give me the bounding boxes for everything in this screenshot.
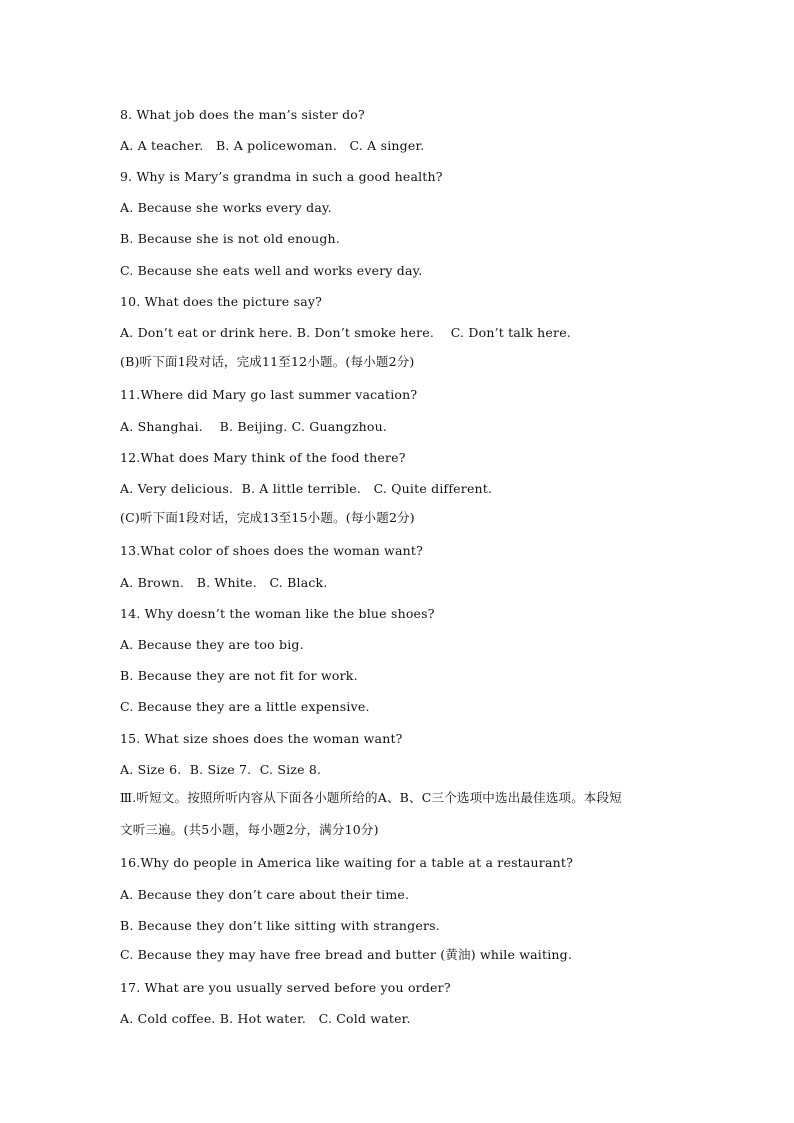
- question-13: 13.What color of shoes does the woman want?: [120, 543, 423, 558]
- question-14: 14. Why doesn’t the woman like the blue shoes?: [120, 606, 435, 621]
- part-3-instruction-line-2: 文听三遍。(共5小题，每小题2分，满分10分): [120, 822, 379, 837]
- question-12-options: A. Very delicious. B. A little terrible. C. Quite different.: [120, 481, 493, 496]
- question-8-options: A. A teacher. B. A policewoman. C. A singer.: [120, 138, 425, 153]
- question-9-option-c: C. Because she eats well and works every day.: [120, 263, 423, 278]
- question-9-option-b: B. Because she is not old enough.: [120, 231, 340, 246]
- question-11-options: A. Shanghai. B. Beijing. C. Guangzhou.: [120, 419, 388, 434]
- question-14-option-a: A. Because they are too big.: [120, 637, 304, 652]
- question-16-option-a: A. Because they don’t care about their time.: [120, 887, 410, 902]
- question-12: 12.What does Mary think of the food there?: [120, 450, 406, 465]
- section-c-instruction: (C)听下面1段对话，完成13至15小题。(每小题2分): [120, 510, 415, 525]
- question-16: 16.Why do people in America like waiting for a table at a restaurant?: [120, 855, 574, 870]
- section-b-instruction: (B)听下面1段对话，完成11至12小题。(每小题2分): [120, 354, 415, 369]
- question-11: 11.Where did Mary go last summer vacation?: [120, 387, 418, 402]
- question-14-option-b: B. Because they are not fit for work.: [120, 668, 358, 683]
- question-15: 15. What size shoes does the woman want?: [120, 731, 403, 746]
- question-8: 8. What job does the man’s sister do?: [120, 107, 365, 122]
- question-17-options: A. Cold coffee. B. Hot water. C. Cold water.: [120, 1011, 411, 1026]
- question-9-option-a: A. Because she works every day.: [120, 200, 332, 215]
- question-16-option-b: B. Because they don’t like sitting with strangers.: [120, 918, 440, 933]
- question-13-options: A. Brown. B. White. C. Black.: [120, 575, 328, 590]
- question-16-option-c: C. Because they may have free bread and butter (黄油) while waiting.: [120, 947, 573, 962]
- question-10-options: A. Don’t eat or drink here. B. Don’t smoke here. C. Don’t talk here.: [120, 325, 571, 340]
- question-10: 10. What does the picture say?: [120, 294, 323, 309]
- question-14-option-c: C. Because they are a little expensive.: [120, 699, 370, 714]
- part-3-instruction-line-1: Ⅲ.听短文。按照所听内容从下面各小题所给的A、B、C三个选项中选出最佳选项。本段短: [120, 790, 623, 805]
- question-15-options: A. Size 6. B. Size 7. C. Size 8.: [120, 762, 322, 777]
- question-17: 17. What are you usually served before you order?: [120, 980, 451, 995]
- question-9: 9. Why is Mary’s grandma in such a good health?: [120, 169, 443, 184]
